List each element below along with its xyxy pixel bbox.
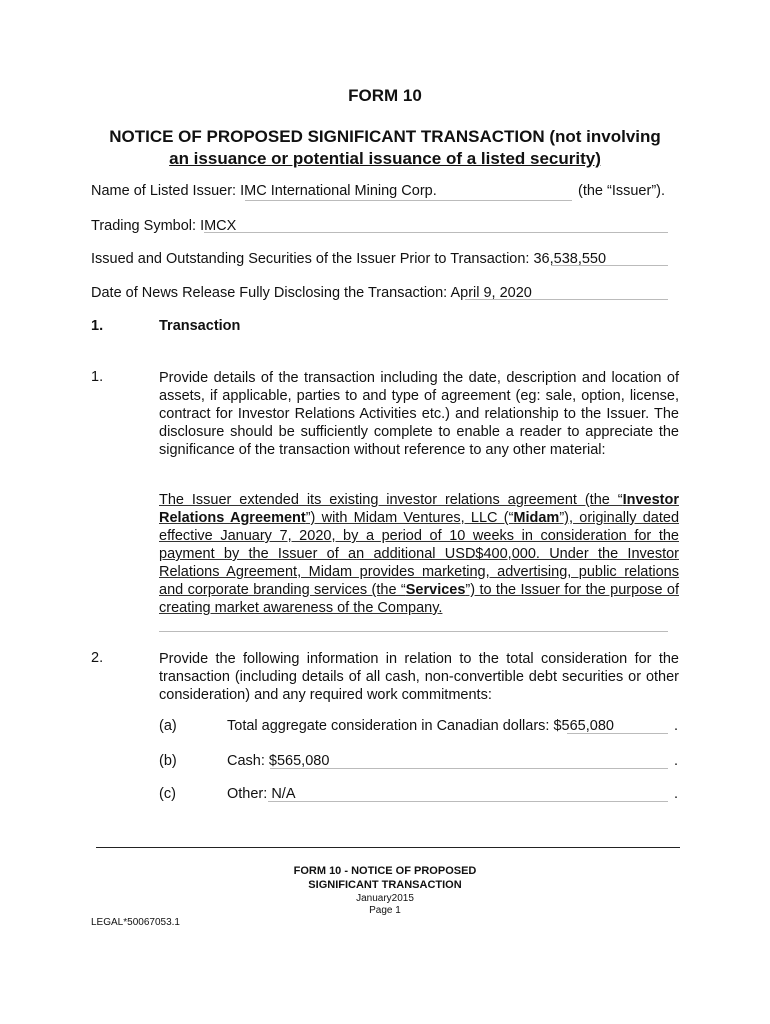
item2c-text	[227, 786, 296, 802]
footer-form-line2: SIGNIFICANT TRANSACTION	[308, 879, 462, 891]
form-subtitle-line2: an issuance or potential issuance of a listed security)	[169, 149, 601, 168]
news-release-date-underline	[465, 299, 668, 300]
item1-question: Provide details of the transaction including the date, description and location of assets, if applicable, parties to and type of agreement (eg: sale, option, license, contract for Investor Relations Activities etc.) and relationship to the Issuer. The disclosure should be sufficiently complete to enable a reader to appreciate the significance of the transaction without reference to any other material:	[159, 370, 679, 458]
item1-answer-part3: ”), originally dated effective January 7, 2020, by a period of 10 weeks in consideration for the payment by the Issuer of an additional USD$400,000. Under the Investor Relations Agreement, Midam provides marketing, advertising, public relations and corporate branding services (the “	[159, 510, 680, 598]
item1-answer-part2: ”) with Midam Ventures, LLC (“	[305, 510, 514, 526]
item1-answer-bold-investor-relations: Investor Relations Agreement	[159, 492, 679, 526]
item1-answer	[159, 491, 679, 617]
item1-answer-part4: ”) to the Issuer for the purpose of creating market awareness of the Company.	[159, 582, 679, 616]
item1-answer-part1: The Issuer extended its existing investor relations agreement (the “	[159, 492, 623, 508]
issuer-name-value: IMC International Mining Corp.	[240, 183, 437, 199]
trading-symbol-underline	[204, 232, 668, 233]
news-release-date-value: April 9, 2020	[450, 285, 532, 301]
form-subtitle-line1: NOTICE OF PROPOSED SIGNIFICANT TRANSACTION (not involving	[109, 127, 661, 146]
item1-answer-bold-services: Services	[405, 582, 466, 598]
item2a-text	[227, 718, 614, 734]
trading-symbol-value: IMCX	[200, 218, 237, 234]
trading-symbol-label: Trading Symbol:	[91, 218, 201, 234]
item2b-end: .	[674, 753, 679, 769]
issuer-name-field	[91, 183, 437, 199]
item2b-text	[227, 753, 329, 769]
item2c-letter: (c)	[159, 786, 176, 802]
item2b-underline	[270, 768, 668, 769]
form-subtitle	[0, 126, 770, 170]
issuer-name-underline	[245, 200, 572, 201]
footer-date: January2015	[356, 893, 414, 904]
item2c-underline	[268, 801, 668, 802]
item2c-label: Other:	[227, 786, 272, 802]
footer-form-line1: FORM 10 - NOTICE OF PROPOSED	[293, 865, 477, 877]
footer-page-number: Page 1	[369, 905, 401, 916]
item2a-value: $565,080	[553, 718, 614, 734]
item2a-underline	[567, 733, 668, 734]
item2a-end: .	[674, 718, 679, 734]
item2b-label: Cash:	[227, 753, 269, 769]
issuer-suffix: (the “Issuer”).	[578, 183, 666, 199]
item2c-end: .	[674, 786, 679, 802]
outstanding-securities-label: Issued and Outstanding Securities of the Issuer Prior to Transaction:	[91, 251, 534, 267]
outstanding-securities-field	[91, 251, 606, 267]
issuer-name-label: Name of Listed Issuer:	[91, 183, 241, 199]
item2c-value: N/A	[271, 786, 296, 802]
item2a-letter: (a)	[159, 718, 177, 734]
section-number: 1.	[91, 318, 104, 334]
item2-question: Provide the following information in relation to the total consideration for the transaction (including details of all cash, non-convertible debt securities or other consideration) and any required work commitments:	[159, 651, 679, 703]
footer-divider	[96, 847, 680, 848]
item1-answer-bold-midam: Midam	[513, 510, 560, 526]
item2b-letter: (b)	[159, 753, 177, 769]
item2b-value: $565,080	[268, 753, 330, 769]
section-title: Transaction	[159, 318, 241, 334]
item2a-label: Total aggregate consideration in Canadian dollars:	[227, 718, 554, 734]
outstanding-securities-value: 36,538,550	[533, 251, 607, 267]
item2-number: 2.	[91, 650, 104, 666]
form-title: FORM 10	[348, 86, 422, 105]
item1-number: 1.	[91, 369, 104, 385]
outstanding-securities-underline	[551, 265, 668, 266]
news-release-date-label: Date of News Release Fully Disclosing the Transaction:	[91, 285, 451, 301]
item1-answer-blank-line	[159, 631, 668, 632]
footer-document-id: LEGAL*50067053.1	[91, 917, 180, 928]
